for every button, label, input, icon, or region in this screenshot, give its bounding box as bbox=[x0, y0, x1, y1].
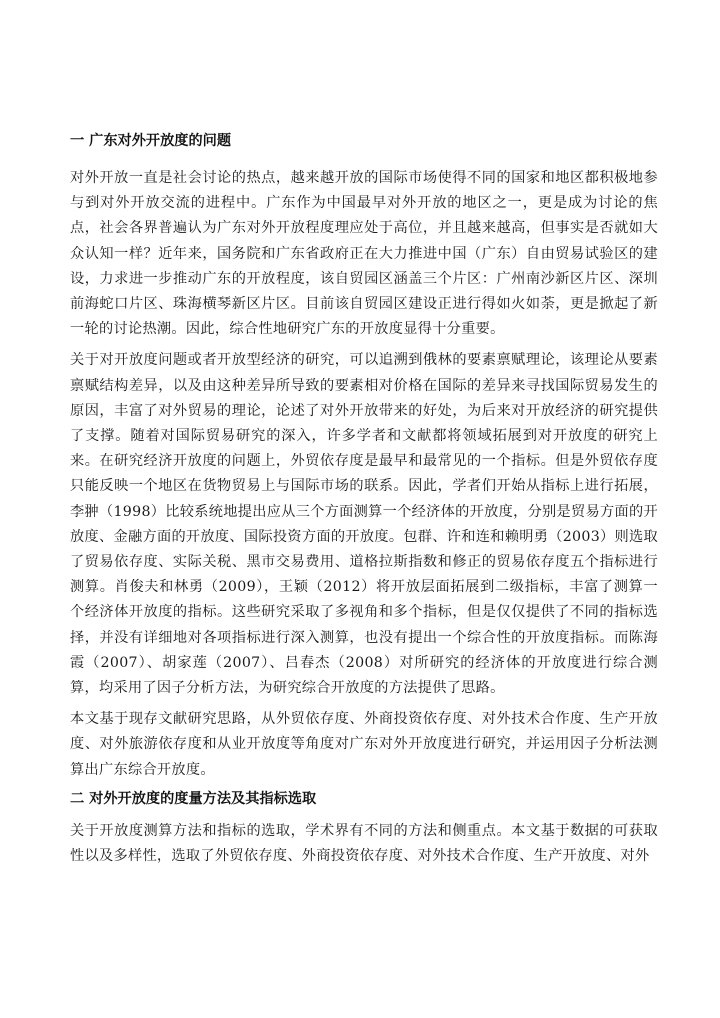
paragraph-1: 对外开放一直是社会讨论的热点，越来越开放的国际市场使得不同的国家和地区都积极地参与到对外开放交流的进程中。广东作为中国最早对外开放的地区之一，更是成为讨论的焦点，社会各界普遍认为广东对外开放程度理应处于高位，并且越来越高，但事实是否就如大众认知一样？近年来，国务院和广东省政府正在大力推进中国（广东）自由贸易试验区的建设，力求进一步推动广东的开放程度，该自贸园区涵盖三个片区：广州南沙新区片区、深圳前海蛇口片区、珠海横琴新区片区。目前该自贸园区建设正进行得如火如荼，更是掀起了新一轮的讨论热潮。因此，综合性地研究广东的开放度显得十分重要。 bbox=[70, 170, 658, 338]
paragraph-2: 关于对开放度问题或者开放型经济的研究，可以追溯到俄林的要素禀赋理论，该理论从要素禀赋结构差异，以及由这种差异所导致的要素相对价格在国际的差异来寻找国际贸易发生的原因，丰富了对外贸易的理论，论述了对外开放带来的好处，为后来对开放经济的研究提供了支撑。随着对国际贸易研究的深入，许多学者和文献都将领域拓展到对开放度的研究上来。在研究经济开放度的问题上，外贸依存度是最早和最常见的一个指标。但是外贸依存度只能反映一个地区在货物贸易上与国际市场的联系。因此，学者们开始从指标上进行拓展，李翀（1998）比较系统地提出应从三个方面测算一个经济体的开放度，分别是贸易方面的开放度、金融方面的开放度、国际投资方面的开放度。包群、许和连和赖明勇（2003）则选取了贸易依存度、实际关税、黑市交易费用、道格拉斯指数和修正的贸易依存度五个指标进行测算。肖俊夫和林勇（2009），王颖（2012）将开放层面拓展到二级指标，丰富了测算一个经济体开放度的指标。这些研究采取了多视角和多个指标，但是仅仅提供了不同的指标选择，并没有详细地对各项指标进行深入测算，也没有提出一个综合性的开放度指标。而陈海霞（2007）、胡家莲（2007）、吕春杰（2008）对所研究的经济体的开放度进行综合测算，均采用了因子分析方法，为研究综合开放度的方法提供了思路。 bbox=[70, 352, 658, 697]
paragraph-4: 关于开放度测算方法和指标的选取，学术界有不同的方法和侧重点。本文基于数据的可获取性以及多样性，选取了外贸依存度、外商投资依存度、对外技术合作度、生产开放度、对外 bbox=[70, 822, 658, 865]
paragraph-3: 本文基于现存文献研究思路，从外贸依存度、外商投资依存度、对外技术合作度、生产开放度、对外旅游依存度和从业开放度等角度对广东对外开放度进行研究，并运用因子分析法测算出广东综合开放度。 bbox=[70, 711, 658, 778]
section-heading-2: 二 对外开放度的度量方法及其指标选取 bbox=[70, 790, 317, 807]
section-heading-1: 一 广东对外开放度的问题 bbox=[70, 133, 232, 149]
